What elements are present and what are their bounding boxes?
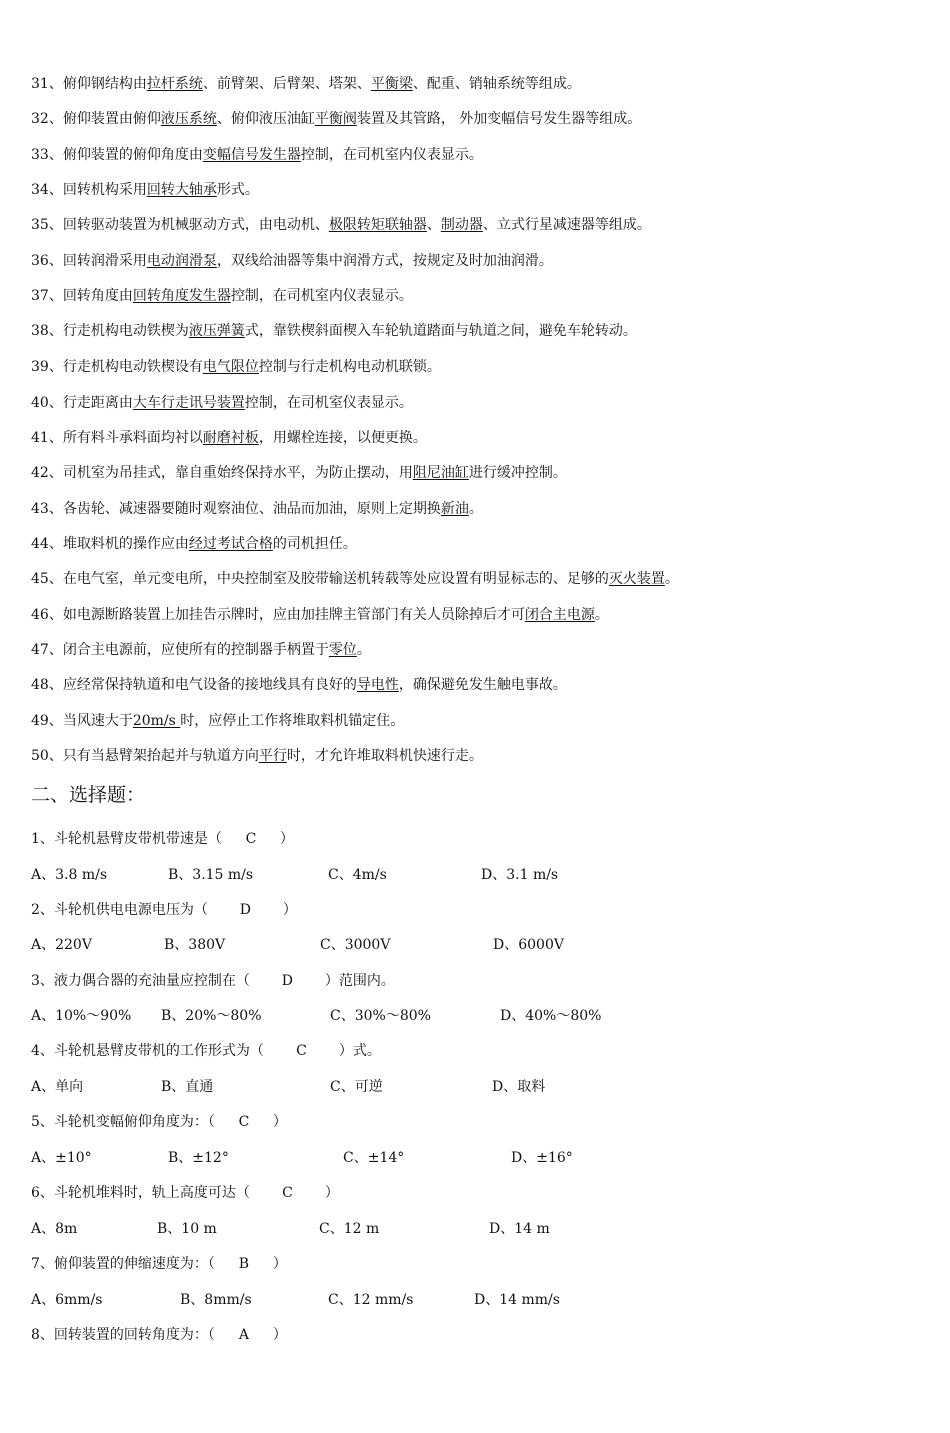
- text-segment: 行走机构电动铁楔设有: [62, 359, 203, 375]
- text-segment: 47: [31, 642, 49, 658]
- fill-item-42: 42、司机室为吊挂式，靠自重始终保持水平，为防止摆动，用阻尼油缸进行缓冲控制。: [31, 465, 567, 481]
- text-segment: 35: [31, 217, 49, 233]
- text-segment: 范围内。: [338, 973, 395, 989]
- text-segment: 37: [31, 288, 49, 304]
- text-segment: 式，靠铁楔斜面楔入车轮轨道踏面与轨道之间，避免车轮转动。: [244, 323, 637, 339]
- text-segment: 46: [31, 607, 49, 623]
- option-c: C、30%～80%: [330, 1008, 431, 1024]
- question-7: 7、俯仰装置的伸缩速度为：（ B ）: [31, 1256, 287, 1272]
- text-segment: ）: [272, 1256, 287, 1272]
- answer-blank: 平行: [258, 748, 287, 764]
- answer-letter: B: [238, 1256, 250, 1272]
- option-a: A、6mm/s: [31, 1292, 103, 1308]
- fill-item-34: 34、回转机构采用回转大轴承形式。: [31, 182, 259, 198]
- option-c: C、4m/s: [328, 867, 387, 883]
- text-segment: 。: [594, 607, 609, 623]
- question-8: 8、回转装置的回转角度为：（ A ）: [31, 1327, 287, 1343]
- text-segment: 所有料斗承料面均衬以: [62, 430, 203, 446]
- text-segment: 控制，在司机室仪表显示。: [244, 395, 413, 411]
- question-4: 4、斗轮机悬臂皮带机的工作形式为（ C ）式。: [31, 1043, 381, 1059]
- text-segment: 44: [31, 536, 49, 552]
- text-segment: 斗轮机悬臂皮带机带速是（: [53, 831, 222, 847]
- text-segment: 如电源断路装置上加挂告示牌时，应由加挂牌主管部门有关人员除掉后才可: [62, 607, 525, 623]
- fill-item-49: 49、当风速大于20m/s 时，应停止工作将堆取料机锚定住。: [31, 713, 405, 729]
- answer-blank: 电气限位: [202, 359, 259, 375]
- answer-blank: 大车行走讯号装置: [132, 395, 245, 411]
- text-segment: 32: [31, 111, 49, 127]
- text-segment: ）: [324, 973, 339, 989]
- option-a: A、220V: [31, 937, 92, 953]
- fill-item-36: 36、回转润滑采用电动润滑泵，双线给油器等集中润滑方式，按规定及时加油润滑。: [31, 253, 553, 269]
- question-6: 6、斗轮机堆料时，轨上高度可达（ C ）: [31, 1185, 339, 1201]
- text-segment: 、配重、销轴系统等组成。: [412, 76, 581, 92]
- answer-blank: 闭合主电源: [524, 607, 595, 623]
- fill-item-48: 48、应经常保持轨道和电气设备的接地线具有良好的导电性，确保避免发生触电事故。: [31, 677, 567, 693]
- fill-item-37: 37、回转角度由回转角度发生器控制，在司机室内仪表显示。: [31, 288, 413, 304]
- text-segment: ，双线给油器等集中润滑方式，按规定及时加油润滑。: [216, 253, 553, 269]
- option-c: C、3000V: [320, 937, 391, 953]
- option-a: A、3.8 m/s: [31, 867, 108, 883]
- answer-blank: 耐磨衬板: [202, 430, 259, 446]
- option-d: D、40%～80%: [500, 1008, 602, 1024]
- text-segment: 装置及其管路， 外加变幅信号发生器等组成。: [356, 111, 642, 127]
- text-segment: 49: [31, 713, 49, 729]
- text-segment: 闭合主电源前，应使所有的控制器手柄置于: [62, 642, 329, 658]
- answer-letter: A: [238, 1327, 249, 1343]
- text-segment: 38: [31, 323, 49, 339]
- text-segment: 时，应停止工作将堆取料机锚定住。: [180, 713, 405, 729]
- text-segment: 、立式行星减速器等组成。: [482, 217, 651, 233]
- option-a: A、10%～90%: [31, 1008, 132, 1024]
- fill-item-44: 44、堆取料机的操作应由经过考试合格的司机担任。: [31, 536, 357, 552]
- answer-letter: D: [239, 902, 252, 918]
- option-b: B、8mm/s: [180, 1292, 252, 1308]
- fill-item-45: 45、在电气室，单元变电所，中央控制室及胶带输送机转载等处应设置有明显标志的、足够的灭火装置。: [31, 571, 679, 587]
- fill-item-35: 35、回转驱动装置为机械驱动方式，由电动机、极限转矩联轴器、制动器、立式行星减速器等组成。: [31, 217, 651, 233]
- text-segment: 控制，在司机室内仪表显示。: [300, 147, 483, 163]
- text-segment: 回转角度由: [62, 288, 133, 304]
- text-segment: 俯仰装置由俯仰: [62, 111, 161, 127]
- text-segment: 当风速大于: [62, 713, 133, 729]
- answer-blank: 电动润滑泵: [146, 253, 217, 269]
- text-segment: 斗轮机悬臂皮带机的工作形式为（: [53, 1043, 264, 1059]
- fill-item-39: 39、行走机构电动铁楔设有电气限位控制与行走机构电动机联锁。: [31, 359, 441, 375]
- text-segment: 39: [31, 359, 49, 375]
- option-b: B、±12°: [168, 1150, 229, 1166]
- option-d: D、14 mm/s: [474, 1292, 560, 1308]
- question-1: 1、斗轮机悬臂皮带机带速是（ C ）: [31, 831, 294, 847]
- answer-blank: 经过考试合格: [188, 536, 273, 552]
- fill-item-41: 41、所有料斗承料面均衬以耐磨衬板，用螺栓连接，以便更换。: [31, 430, 427, 446]
- answer-blank: 平衡梁: [370, 76, 413, 92]
- text-segment: ）: [272, 1114, 287, 1130]
- question-2: 2、斗轮机供电电源电压为（ D ）: [31, 902, 297, 918]
- fill-item-43: 43、各齿轮、减速器要随时观察油位、油品而加油，原则上定期换新油。: [31, 501, 483, 517]
- answer-blank: 变幅信号发生器: [202, 147, 301, 163]
- text-segment: 各齿轮、减速器要随时观察油位、油品而加油，原则上定期换: [62, 501, 441, 517]
- text-segment: 行走机构电动铁楔为: [62, 323, 189, 339]
- text-segment: 斗轮机堆料时，轨上高度可达（: [53, 1185, 250, 1201]
- text-segment: 。: [664, 571, 679, 587]
- text-segment: ）: [279, 831, 294, 847]
- answer-blank: 回转大轴承: [146, 182, 217, 198]
- text-segment: 6: [31, 1185, 40, 1201]
- text-segment: 俯仰装置的伸缩速度为：（: [53, 1256, 215, 1272]
- text-segment: 式。: [352, 1043, 381, 1059]
- text-segment: 回转驱动装置为机械驱动方式，由电动机、: [62, 217, 329, 233]
- text-segment: 进行缓冲控制。: [468, 465, 567, 481]
- text-segment: 、前臂架、后臂架、塔架、: [202, 76, 371, 92]
- answer-blank: 灭火装置: [608, 571, 665, 587]
- option-a: A、±10°: [31, 1150, 92, 1166]
- answer-blank: 回转角度发生器: [132, 288, 231, 304]
- option-d: D、3.1 m/s: [481, 867, 559, 883]
- question-5: 5、斗轮机变幅俯仰角度为：（ C ）: [31, 1114, 287, 1130]
- fill-item-31: 31、俯仰钢结构由拉杆系统、前臂架、后臂架、塔架、平衡梁、配重、销轴系统等组成。: [31, 76, 581, 92]
- text-segment: 时，才允许堆取料机快速行走。: [286, 748, 483, 764]
- fill-item-50: 50、只有当悬臂架抬起并与轨道方向平行时，才允许堆取料机快速行走。: [31, 748, 483, 764]
- text-segment: 的司机担任。: [272, 536, 357, 552]
- text-segment: ）: [272, 1327, 287, 1343]
- text-segment: 控制，在司机室内仪表显示。: [230, 288, 413, 304]
- option-c: C、12 m: [319, 1221, 380, 1237]
- option-c: C、可逆: [330, 1079, 383, 1095]
- text-segment: 、俯仰液压油缸: [216, 111, 315, 127]
- fill-item-40: 40、行走距离由大车行走讯号装置控制，在司机室仪表显示。: [31, 395, 413, 411]
- answer-blank: 液压弹簧: [188, 323, 245, 339]
- text-segment: 堆取料机的操作应由: [62, 536, 189, 552]
- text-segment: 41: [31, 430, 49, 446]
- option-d: D、±16°: [511, 1150, 573, 1166]
- option-a: A、8m: [31, 1221, 78, 1237]
- answer-blank: 平衡阀: [314, 111, 357, 127]
- fill-item-38: 38、行走机构电动铁楔为液压弹簧式，靠铁楔斜面楔入车轮轨道踏面与轨道之间，避免车轮转动。: [31, 323, 637, 339]
- option-d: D、6000V: [493, 937, 564, 953]
- text-segment: 回转装置的回转角度为：（: [53, 1327, 215, 1343]
- fill-item-33: 33、俯仰装置的俯仰角度由变幅信号发生器控制，在司机室内仪表显示。: [31, 147, 483, 163]
- text-segment: 斗轮机变幅俯仰角度为：（: [53, 1114, 215, 1130]
- text-segment: 45: [31, 571, 49, 587]
- text-segment: 行走距离由: [62, 395, 133, 411]
- text-segment: 48: [31, 677, 49, 693]
- option-b: B、直通: [161, 1079, 214, 1095]
- option-b: B、10 m: [157, 1221, 217, 1237]
- fill-item-32: 32、俯仰装置由俯仰液压系统、俯仰液压油缸平衡阀装置及其管路， 外加变幅信号发生器等组成。: [31, 111, 642, 127]
- text-segment: 34: [31, 182, 49, 198]
- text-segment: 7: [31, 1256, 40, 1272]
- text-segment: 。: [468, 501, 483, 517]
- text-segment: 、: [426, 217, 441, 233]
- answer-blank: 极限转矩联轴器: [328, 217, 427, 233]
- fill-item-47: 47、闭合主电源前，应使所有的控制器手柄置于零位。: [31, 642, 371, 658]
- text-segment: 40: [31, 395, 49, 411]
- text-segment: 8: [31, 1327, 40, 1343]
- text-segment: 控制与行走机构电动机联锁。: [258, 359, 441, 375]
- text-segment: 回转机构采用: [62, 182, 147, 198]
- text-segment: 33: [31, 147, 49, 163]
- text-segment: 斗轮机供电电源电压为（: [53, 902, 208, 918]
- answer-letter: C: [238, 1114, 250, 1130]
- text-segment: 1: [31, 831, 40, 847]
- question-3: 3、液力偶合器的充油量应控制在（ D ）范围内。: [31, 973, 395, 989]
- text-segment: ）: [324, 1185, 339, 1201]
- text-segment: 42: [31, 465, 49, 481]
- option-d: D、取料: [492, 1079, 546, 1095]
- answer-letter: C: [296, 1043, 307, 1059]
- option-c: C、12 mm/s: [328, 1292, 414, 1308]
- text-segment: 俯仰装置的俯仰角度由: [62, 147, 203, 163]
- text-segment: 50: [31, 748, 49, 764]
- answer-blank: 液压系统: [160, 111, 217, 127]
- text-segment: ）: [338, 1043, 353, 1059]
- text-segment: 4: [31, 1043, 40, 1059]
- answer-blank: 拉杆系统: [146, 76, 203, 92]
- answer-letter: D: [281, 973, 294, 989]
- text-segment: 2: [31, 902, 40, 918]
- text-segment: 31: [31, 76, 49, 92]
- text-segment: 43: [31, 501, 49, 517]
- text-segment: 5: [31, 1114, 40, 1130]
- text-segment: ，用螺栓连接，以便更换。: [258, 430, 427, 446]
- option-a: A、单向: [31, 1079, 84, 1095]
- text-segment: 36: [31, 253, 49, 269]
- text-segment: 形式。: [216, 182, 259, 198]
- fill-item-46: 46、如电源断路装置上加挂告示牌时，应由加挂牌主管部门有关人员除掉后才可闭合主电源。: [31, 607, 609, 623]
- answer-letter: C: [282, 1185, 293, 1201]
- option-c: C、±14°: [343, 1150, 405, 1166]
- answer-blank: 阻尼油缸: [412, 465, 469, 481]
- section-heading: 二、选择题：: [31, 784, 146, 806]
- option-b: B、380V: [164, 937, 226, 953]
- text-segment: 只有当悬臂架抬起并与轨道方向: [62, 748, 259, 764]
- text-segment: ）: [282, 902, 297, 918]
- text-segment: 司机室为吊挂式，靠自重始终保持水平，为防止摆动，用: [62, 465, 413, 481]
- answer-blank: 20m/s: [132, 713, 181, 729]
- answer-blank: 新油: [440, 501, 469, 517]
- text-segment: 应经常保持轨道和电气设备的接地线具有良好的: [62, 677, 357, 693]
- text-segment: 3: [31, 973, 40, 989]
- option-b: B、3.15 m/s: [168, 867, 254, 883]
- answer-letter: C: [245, 831, 257, 847]
- answer-blank: 零位: [328, 642, 357, 658]
- text-segment: ，确保避免发生触电事故。: [398, 677, 567, 693]
- text-segment: 在电气室，单元变电所，中央控制室及胶带输送机转载等处应设置有明显标志的、足够的: [62, 571, 609, 587]
- text-segment: 液力偶合器的充油量应控制在（: [53, 973, 250, 989]
- text-segment: 。: [356, 642, 371, 658]
- option-b: B、20%～80%: [161, 1008, 262, 1024]
- answer-blank: 导电性: [356, 677, 399, 693]
- text-segment: 回转润滑采用: [62, 253, 147, 269]
- option-d: D、14 m: [489, 1221, 550, 1237]
- answer-blank: 制动器: [440, 217, 483, 233]
- text-segment: 俯仰钢结构由: [62, 76, 147, 92]
